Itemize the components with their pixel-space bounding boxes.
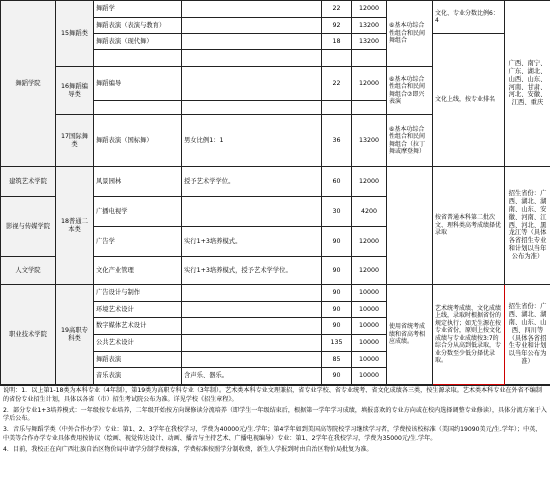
quota-cell: 22 bbox=[322, 67, 352, 101]
college-cell: 人文学院 bbox=[1, 257, 56, 285]
major-cell: 舞蹈学 bbox=[94, 1, 182, 18]
fee-cell: 12000 bbox=[352, 257, 387, 285]
fee-cell: 10000 bbox=[352, 285, 387, 302]
fee-cell: 10000 bbox=[352, 368, 387, 385]
fee-cell: 13200 bbox=[352, 18, 387, 34]
admission-rule-cell: 艺术统考成绩、文化成绩上线，录取时根据省份的规定执行；如无生源在按专业省份，原则上按文化成绩与专业成绩按3:7的综合分从高到低录取，专业分数至少低分择优录取。 bbox=[433, 285, 505, 385]
admission-rule-cell: 按省普通本科第二批次文、理科类高考成绩择优录取 bbox=[433, 167, 505, 285]
plan-cell: 实行1+3培养模式，授予艺术学学位。 bbox=[182, 257, 322, 285]
fee-cell: 4200 bbox=[352, 197, 387, 227]
plan-cell bbox=[182, 50, 322, 67]
fee-cell: 13200 bbox=[352, 34, 387, 50]
quota-cell: 30 bbox=[322, 197, 352, 227]
quota-cell bbox=[322, 50, 352, 67]
exam-method-cell bbox=[387, 167, 433, 285]
fee-cell: 10000 bbox=[352, 302, 387, 318]
major-cell bbox=[94, 101, 182, 115]
college-cell: 建筑艺术学院 bbox=[1, 167, 56, 197]
plan-cell: 男女比例1：1 bbox=[182, 115, 322, 167]
footnote: 2．部分专业1+3培养模式：一年级按专业培养，二年级开始按方向课修读分流培养（即学生一年级结束后，根据第一学年学习成绩，填报喜欢的专业方向或在校内选择调整专业修读），具体分流方案于入学后公布。 bbox=[3, 406, 547, 423]
quota-cell: 22 bbox=[322, 1, 352, 18]
fee-cell: 12000 bbox=[352, 227, 387, 257]
plan-cell: 授予艺术学学位。 bbox=[182, 167, 322, 197]
table-row bbox=[1, 167, 550, 197]
plan-cell bbox=[182, 197, 322, 227]
college-cell: 影视与传媒学院 bbox=[1, 197, 56, 257]
fee-cell: 10000 bbox=[352, 335, 387, 352]
plan-cell bbox=[182, 352, 322, 368]
major-cell: 广告学 bbox=[94, 227, 182, 257]
major-cell: 文化产业管理 bbox=[94, 257, 182, 285]
plan-cell bbox=[182, 1, 322, 18]
table-row bbox=[1, 1, 550, 18]
plan-cell bbox=[182, 302, 322, 318]
plan-cell bbox=[182, 335, 322, 352]
exam-method-cell: ⑥基本功综合性组合和民间舞组合（拉丁舞或摩登舞） bbox=[387, 115, 433, 167]
major-cell: 公共艺术设计 bbox=[94, 335, 182, 352]
quota-cell: 90 bbox=[322, 368, 352, 385]
group-cell: 17国际舞类 bbox=[56, 115, 94, 167]
plan-cell bbox=[182, 67, 322, 101]
exam-method-cell: ⑥基本功综合性组合和民间舞组合 bbox=[387, 1, 433, 67]
major-cell: 舞蹈编导 bbox=[94, 67, 182, 101]
quota-cell: 90 bbox=[322, 318, 352, 335]
major-cell bbox=[94, 50, 182, 67]
quota-cell: 85 bbox=[322, 352, 352, 368]
major-cell: 广播电视学 bbox=[94, 197, 182, 227]
footnote: 4．目前，我校正在向广西壮族自治区物价局申请学分制学费标准，学费标准按照学分制收费，新生人学报到时由自治区物价局批复为准。 bbox=[3, 445, 373, 453]
quota-cell: 90 bbox=[322, 257, 352, 285]
quota-cell: 92 bbox=[322, 18, 352, 34]
fee-cell bbox=[352, 50, 387, 67]
major-cell: 风景园林 bbox=[94, 167, 182, 197]
major-cell: 舞蹈表演（现代舞） bbox=[94, 34, 182, 50]
major-cell: 音乐表演 bbox=[94, 368, 182, 385]
province-cell: 广西、南宁、广东、湖北、山西、山东、河南、甘肃、河北、安徽、江西、重庆 bbox=[505, 1, 550, 167]
quota-cell: 90 bbox=[322, 227, 352, 257]
quota-cell: 18 bbox=[322, 34, 352, 50]
major-cell: 环境艺术设计 bbox=[94, 302, 182, 318]
plan-cell: 实行1+3培养模式。 bbox=[182, 227, 322, 257]
plan-cell bbox=[182, 285, 322, 302]
fee-cell: 10000 bbox=[352, 352, 387, 368]
admission-rule-cell: 文化上线，按专业排名 bbox=[433, 34, 505, 167]
quota-cell: 135 bbox=[322, 335, 352, 352]
province-cell: 招生省份：广西、湖北、湖南、山东、山西、四川等（具体各省招生专业和计划以当年公布为准） bbox=[505, 285, 550, 385]
exam-method-cell: 使用省统考成绩和省高考相应成绩。 bbox=[387, 285, 433, 385]
college-cell: 舞蹈学院 bbox=[1, 1, 56, 167]
plan-cell bbox=[182, 34, 322, 50]
quota-cell: 36 bbox=[322, 115, 352, 167]
footnotes bbox=[0, 385, 550, 487]
fee-cell: 13200 bbox=[352, 115, 387, 167]
score-ratio-cell: 文化、专业分数比例6：4 bbox=[433, 1, 505, 34]
fee-cell: 12000 bbox=[352, 1, 387, 18]
footnote: 3．音乐与舞蹈学类（中外合作办学）专业：第1、2、3学年在我校学习，学费为40000元/生.学年；第4学年如到美国高等院校学习继续学习者，学费按该校标准（美国约19090美元/生.学年）；中英、中美等合作办学专业具体费用按协议（绘画、视觉传达设计、动画、播音与主持艺术、广播电视编导）专业：第1、2学年在我校学习，学费为35000元/生.学年。 bbox=[3, 426, 542, 443]
major-cell: 广告设计与制作 bbox=[94, 285, 182, 302]
plan-cell bbox=[182, 318, 322, 335]
table-row bbox=[1, 285, 550, 302]
major-cell: 数字媒体艺术设计 bbox=[94, 318, 182, 335]
major-cell: 舞蹈表演（国标舞） bbox=[94, 115, 182, 167]
quota-cell: 90 bbox=[322, 302, 352, 318]
quota-cell bbox=[322, 101, 352, 115]
group-cell: 19高职专科类 bbox=[56, 285, 94, 385]
province-cell: 招生省份：广西、湖北、湖南、山东、安徽、河南、江西、河北、黑龙江等（具体各省招生专业和计划以当年公布为准） bbox=[505, 167, 550, 285]
plan-cell bbox=[182, 101, 322, 115]
major-cell: 舞蹈表演（表演与教育） bbox=[94, 18, 182, 34]
quota-cell: 60 bbox=[322, 167, 352, 197]
exam-method-cell: ⑥基本功综合性组合和民间舞组合⑦即兴表演 bbox=[387, 67, 433, 115]
fee-cell: 10000 bbox=[352, 318, 387, 335]
group-cell: 15舞蹈类 bbox=[56, 1, 94, 67]
fee-cell: 12000 bbox=[352, 167, 387, 197]
fee-cell bbox=[352, 101, 387, 115]
footnote: 说明：1．以上第1-18类为本科专业（4年制），第19类为高职专科专业（3年制）。艺术类本科专业文理兼招，省专业学校、省专业统考、省文化成绩各三类，按生源录取。艺术类本科专业在外省不编制的省份专业招生计划，具体以各省（市）招生考试院公布为准。详见学校《招生章程》。 bbox=[3, 387, 542, 403]
plan-cell: 含声乐、器乐。 bbox=[182, 368, 322, 385]
quota-cell: 90 bbox=[322, 285, 352, 302]
plan-cell bbox=[182, 18, 322, 34]
fee-cell: 12000 bbox=[352, 67, 387, 101]
group-cell: 18普通二本类 bbox=[56, 167, 94, 285]
group-cell: 16舞蹈编导类 bbox=[56, 67, 94, 115]
major-cell: 舞蹈表演 bbox=[94, 352, 182, 368]
college-cell: 职业技术学院 bbox=[1, 285, 56, 385]
